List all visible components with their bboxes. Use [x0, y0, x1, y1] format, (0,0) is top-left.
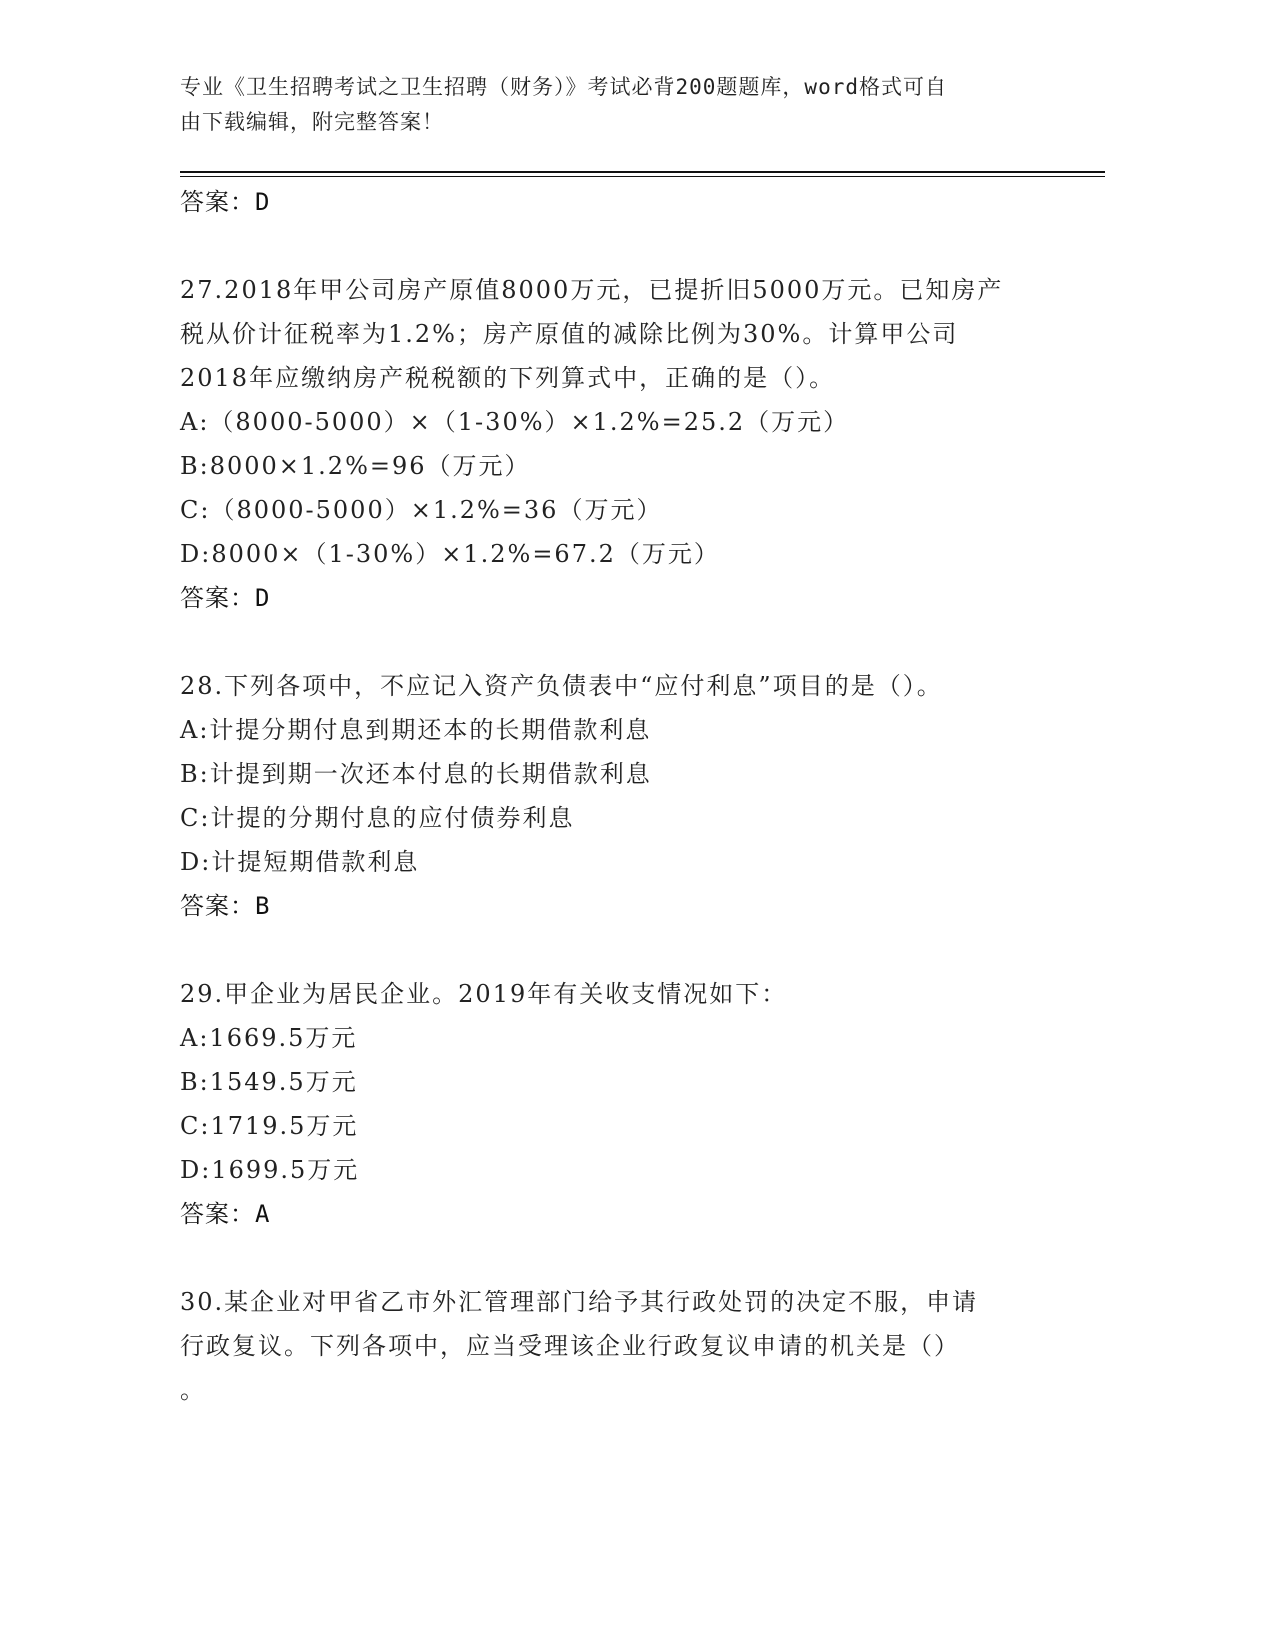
option-d: D:计提短期借款利息 [180, 848, 420, 876]
header-divider-thin [180, 176, 1105, 177]
document-header [180, 70, 1040, 140]
question-28 [180, 664, 1060, 928]
option-b: B:8000×1.2%=96（万元） [180, 452, 531, 480]
question-stem-line: 28.下列各项中，不应记入资产负债表中“应付利息”项目的是（）。 [180, 672, 943, 700]
option-a: A:（8000-5000）×（1-30%）×1.2%=25.2（万元） [180, 408, 850, 436]
question-stem-line: 27.2018年甲公司房产原值8000万元，已提折旧5000万元。已知房产 [180, 276, 1004, 304]
answer-line: 答案：D [180, 584, 271, 612]
option-d: D:8000×（1-30%）×1.2%=67.2（万元） [180, 540, 720, 568]
option-c: C:计提的分期付息的应付债券利息 [180, 804, 575, 832]
option-d: D:1699.5万元 [180, 1156, 360, 1184]
question-stem-line: 。 [180, 1376, 206, 1404]
question-30 [180, 1280, 1060, 1412]
answer-line: 答案：A [180, 1200, 271, 1228]
option-b: B:1549.5万元 [180, 1068, 358, 1096]
option-c: C:（8000-5000）×1.2%=36（万元） [180, 496, 663, 524]
option-a: A:计提分期付息到期还本的长期借款利息 [180, 716, 652, 744]
option-c: C:1719.5万元 [180, 1112, 359, 1140]
option-b: B:计提到期一次还本付息的长期借款利息 [180, 760, 652, 788]
question-29 [180, 972, 1060, 1236]
answer-line: 答案：D [180, 188, 271, 216]
question-stem-line: 30.某企业对甲省乙市外汇管理部门给予其行政处罚的决定不服，申请 [180, 1288, 979, 1316]
question-stem-line: 税从价计征税率为1.2%；房产原值的减除比例为30%。计算甲公司 [180, 320, 959, 348]
question-stem-line: 29.甲企业为居民企业。2019年有关收支情况如下： [180, 980, 788, 1008]
header-line: 由下载编辑，附完整答案！ [180, 110, 444, 134]
header-divider-thick [180, 171, 1105, 173]
question-stem-line: 行政复议。下列各项中，应当受理该企业行政复议申请的机关是（） [180, 1332, 960, 1360]
header-line: 专业《卫生招聘考试之卫生招聘（财务）》考试必背200题题库，word格式可自 [180, 75, 947, 99]
answer-line: 答案：B [180, 892, 271, 920]
document-body [180, 180, 1060, 1412]
question-27 [180, 268, 1060, 620]
question-stem-line: 2018年应缴纳房产税税额的下列算式中，正确的是（）。 [180, 364, 836, 392]
option-a: A:1669.5万元 [180, 1024, 358, 1052]
